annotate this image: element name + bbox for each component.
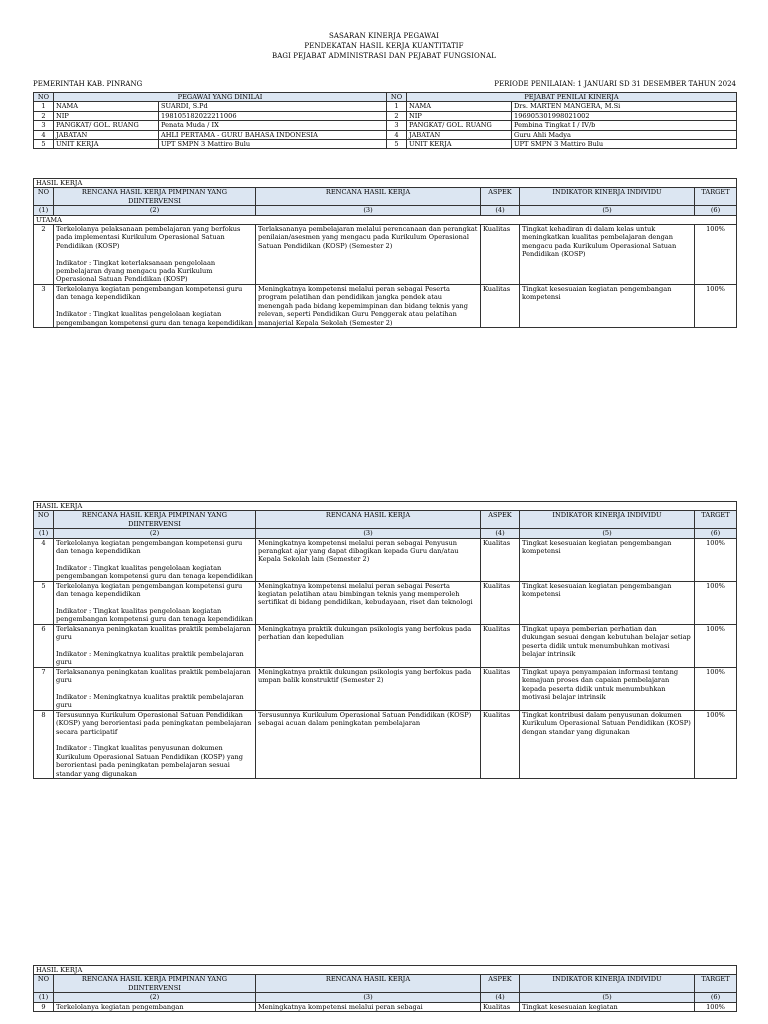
- aspek-header: ASPEK: [481, 511, 520, 529]
- column-number: (3): [256, 529, 481, 538]
- indikator-cell: Tingkat kesesuaian kegiatan pengembangan kompetensi: [520, 581, 695, 624]
- indikator-cell: Tingkat upaya penyampaian informasi tentang kemajuan proses dan capaian pembelajaran kepada peserta didik untuk menumbuhkan motivasi belajar intrinsik: [520, 667, 695, 710]
- pegawai-row: [34, 130, 737, 139]
- row-number: 1: [34, 102, 54, 111]
- column-number: (5): [520, 206, 695, 215]
- column-number: (1): [34, 529, 54, 538]
- no-header: NO: [34, 93, 54, 102]
- indikator-cell: Tingkat upaya pemberian perhatian dan dukungan sesuai dengan kebutuhan belajar setiap peserta didik untuk menumbuhkan motivasi belajar intrinsik: [520, 624, 695, 667]
- rhk-cell: Meningkatnya praktik dukungan psikologis yang berfokus pada umpan balik konstruktif (Semester 2): [256, 667, 481, 710]
- hasil-kerja-body: [34, 538, 737, 778]
- row-number: 7: [34, 667, 54, 710]
- indikator-cell: Tingkat kesesuaian kegiatan: [520, 1002, 695, 1011]
- field-label: PANGKAT/ GOL. RUANG: [407, 121, 512, 130]
- pegawai-row: [34, 140, 737, 149]
- no-header: NO: [34, 511, 54, 529]
- indikator-header: INDIKATOR KINERJA INDIVIDU: [520, 511, 695, 529]
- field-label: PANGKAT/ GOL. RUANG: [54, 121, 159, 130]
- column-number: (4): [481, 206, 520, 215]
- target-cell: 100%: [695, 581, 737, 624]
- table-row: [34, 667, 737, 710]
- table-row: [34, 284, 737, 327]
- indikator-cell: Tingkat kehadiran di dalam kelas untuk meningkatkan kualitas pembelajaran dengan mengacu pada Kurikulum Operasional Satuan Pendidikan (KOSP): [520, 225, 695, 285]
- hasil-kerja-body: [34, 225, 737, 328]
- penilai-value: 196905301998021002: [512, 111, 737, 120]
- rhk-header: RENCANA HASIL KERJA: [256, 511, 481, 529]
- rhk-cell: Meningkatnya kompetensi melalui peran sebagai Peserta kegiatan pelatihan atau bimbingan teknis yang memperoleh sertifikat di bidang pendidikan, kebudayaan, riset dan teknologi: [256, 581, 481, 624]
- row-number: 3: [34, 284, 54, 327]
- rhk-header: RENCANA HASIL KERJA: [256, 975, 481, 993]
- column-number: (3): [256, 993, 481, 1002]
- indikator-cell: Tingkat kontribusi dalam penyusunan dokumen Kurikulum Operasional Satuan Pendidikan (KOSP) dengan standar yang digunakan: [520, 710, 695, 778]
- rhk-pimpinan-header: RENCANA HASIL KERJA PIMPINAN YANG DIINTERVENSI: [54, 511, 256, 529]
- column-header-row: [34, 188, 737, 206]
- row-number: 5: [387, 140, 407, 149]
- hasil-kerja-body: [34, 1002, 737, 1011]
- indikator-header: INDIKATOR KINERJA INDIVIDU: [520, 188, 695, 206]
- rhk-pimpinan-cell: Tersusunnya Kurikulum Operasional Satuan Pendidikan (KOSP) yang berorientasi pada peningkatan pembelajaran secara participatif Indikator : Tingkat kualitas penyusunan dokumen Kurikulum Operasional Satuan Pendidikan (KOSP) yang berorientasi pada peningkatan pembelajaran sesuai standar yang digunakan: [54, 710, 256, 778]
- pegawai-value: Penata Muda / IX: [159, 121, 387, 130]
- table-row: [34, 225, 737, 285]
- column-number: (3): [256, 206, 481, 215]
- aspek-cell: Kualitas: [481, 710, 520, 778]
- column-number-row: [34, 206, 737, 215]
- indikator-header: INDIKATOR KINERJA INDIVIDU: [520, 975, 695, 993]
- section-row: [34, 179, 737, 188]
- field-label: NIP: [54, 111, 159, 120]
- column-number: (6): [695, 206, 737, 215]
- table-row: [34, 1002, 737, 1011]
- row-number: 4: [34, 538, 54, 581]
- row-number: 2: [387, 111, 407, 120]
- field-label: UNIT KERJA: [407, 140, 512, 149]
- target-cell: 100%: [695, 225, 737, 285]
- row-number: 8: [34, 710, 54, 778]
- indikator-cell: Tingkat kesesuaian kegiatan pengembangan kompetensi: [520, 538, 695, 581]
- hasil-kerja-header: [34, 502, 737, 539]
- column-header-row: [34, 511, 737, 529]
- rhk-cell: Meningkatnya kompetensi melalui peran sebagai: [256, 1002, 481, 1011]
- pegawai-header-row: [34, 93, 737, 102]
- pegawai-value: SUARDI, S.Pd: [159, 102, 387, 111]
- hasil-kerja-header: [34, 179, 737, 225]
- rhk-pimpinan-cell: Terkelolanya kegiatan pengembangan kompetensi guru dan tenaga kependidikan Indikator : Tingkat kualitas pengelolaan kegiatan pengembangan kompetensi guru dan tenaga kependidikan: [54, 538, 256, 581]
- meta-row: [33, 80, 736, 89]
- pegawai-row: [34, 102, 737, 111]
- pegawai-dinilai-header: PEGAWAI YANG DINILAI: [54, 93, 387, 102]
- aspek-cell: Kualitas: [481, 581, 520, 624]
- indikator-cell: Tingkat kesesuaian kegiatan pengembangan kompetensi: [520, 284, 695, 327]
- target-cell: 100%: [695, 624, 737, 667]
- section-row: [34, 502, 737, 511]
- hasil-kerja-header: [34, 966, 737, 1003]
- pegawai-row: [34, 121, 737, 130]
- aspek-cell: Kualitas: [481, 225, 520, 285]
- table-row: [34, 581, 737, 624]
- hasil-kerja-table-3: [33, 965, 737, 1012]
- utama-label: UTAMA: [34, 215, 737, 224]
- rhk-pimpinan-header: RENCANA HASIL KERJA PIMPINAN YANG DIINTERVENSI: [54, 975, 256, 993]
- rhk-pimpinan-cell: Terkelolanya kegiatan pengembangan: [54, 1002, 256, 1011]
- target-cell: 100%: [695, 538, 737, 581]
- penilai-value: Guru Ahli Madya: [512, 130, 737, 139]
- column-number: (1): [34, 993, 54, 1002]
- pegawai-value: 198105182022211006: [159, 111, 387, 120]
- aspek-cell: Kualitas: [481, 667, 520, 710]
- column-number-row: [34, 993, 737, 1002]
- column-number-row: [34, 529, 737, 538]
- rhk-pimpinan-cell: Terlaksananya peningkatan kualitas praktik pembelajaran guru Indikator : Meningkatnya kualitas praktik pembelajaran guru: [54, 624, 256, 667]
- no-header: NO: [387, 93, 407, 102]
- row-number: 1: [387, 102, 407, 111]
- pegawai-row: [34, 111, 737, 120]
- target-cell: 100%: [695, 667, 737, 710]
- target-header: TARGET: [695, 188, 737, 206]
- column-number: (6): [695, 529, 737, 538]
- column-number: (2): [54, 993, 256, 1002]
- row-number: 2: [34, 225, 54, 285]
- pegawai-value: AHLI PERTAMA - GURU BAHASA INDONESIA: [159, 130, 387, 139]
- hasil-kerja-table-1: [33, 178, 737, 328]
- column-number: (1): [34, 206, 54, 215]
- periode-label: PERIODE PENILAIAN: 1 JANUARI SD 31 DESEMBER TAHUN 2024: [494, 80, 736, 88]
- field-label: NAMA: [407, 102, 512, 111]
- target-cell: 100%: [695, 1002, 737, 1011]
- field-label: JABATAN: [407, 130, 512, 139]
- column-header-row: [34, 975, 737, 993]
- table-row: [34, 538, 737, 581]
- rhk-pimpinan-cell: Terlaksananya peningkatan kualitas praktik pembelajaran guru Indikator : Meningkatnya kualitas praktik pembelajaran guru: [54, 667, 256, 710]
- penilai-value: UPT SMPN 3 Mattiro Bulu: [512, 140, 737, 149]
- section-row: [34, 966, 737, 975]
- rhk-pimpinan-cell: Terkelolanya kegiatan pengembangan kompetensi guru dan tenaga kependidikan Indikator : Tingkat kualitas pengelolaan kegiatan pengembangan kompetensi guru dan tenaga kependidikan: [54, 284, 256, 327]
- field-label: UNIT KERJA: [54, 140, 159, 149]
- rhk-cell: Meningkatnya kompetensi melalui peran sebagai Penyusun perangkat ajar yang dapat dibagikan kepada Guru dan/atau Kepala Sekolah lain (Semester 2): [256, 538, 481, 581]
- rhk-pimpinan-cell: Terkelolanya pelaksanaan pembelajaran yang berfokus pada implementasi Kurikulum Operasional Satuan Pendidikan (KOSP) Indikator : Tingkat keterlaksanaan pengelolaan pembelajaran dyang mengacu pada Kurikulum Operasional Satuan Pendidikan (KOSP): [54, 225, 256, 285]
- pegawai-value: UPT SMPN 3 Mattiro Bulu: [159, 140, 387, 149]
- aspek-cell: Kualitas: [481, 284, 520, 327]
- no-header: NO: [34, 975, 54, 993]
- row-number: 5: [34, 581, 54, 624]
- title-line-1: SASARAN KINERJA PEGAWAI: [328, 32, 440, 40]
- row-number: 4: [34, 130, 54, 139]
- pejabat-penilai-header: PEJABAT PENILAI KINERJA: [407, 93, 737, 102]
- aspek-header: ASPEK: [481, 975, 520, 993]
- rhk-pimpinan-header: RENCANA HASIL KERJA PIMPINAN YANG DIINTERVENSI: [54, 188, 256, 206]
- target-cell: 100%: [695, 710, 737, 778]
- rhk-cell: Meningkatnya kompetensi melalui peran sebagai Peserta program pelatihan dan pendidikan jangka pendek atau menengah pada bidang kepemimpinan dan bidang teknis yang relevan, seperti Pendidikan Guru Penggerak atau pelatihan manajerial Kepala Sekolah (Semester 2): [256, 284, 481, 327]
- field-label: JABATAN: [54, 130, 159, 139]
- utama-row: [34, 215, 737, 224]
- rhk-header: RENCANA HASIL KERJA: [256, 188, 481, 206]
- row-number: 6: [34, 624, 54, 667]
- target-header: TARGET: [695, 975, 737, 993]
- column-number: (4): [481, 529, 520, 538]
- section-title: HASIL KERJA: [34, 966, 737, 975]
- penilai-value: Pembina Tingkat I / IV/b: [512, 121, 737, 130]
- column-number: (4): [481, 993, 520, 1002]
- table-row: [34, 710, 737, 778]
- section-title: HASIL KERJA: [34, 179, 737, 188]
- hasil-kerja-table-2: [33, 501, 737, 779]
- row-number: 2: [34, 111, 54, 120]
- pegawai-body: [34, 102, 737, 149]
- pegawai-table: [33, 92, 737, 149]
- instansi-label: PEMERINTAH KAB. PINRANG: [33, 80, 143, 88]
- field-label: NIP: [407, 111, 512, 120]
- field-label: NAMA: [54, 102, 159, 111]
- rhk-cell: Tersusunnya Kurikulum Operasional Satuan Pendidikan (KOSP) sebagai acuan dalam peningkatan pembelajaran: [256, 710, 481, 778]
- penilai-value: Drs. MARTEN MANGERA, M.Si: [512, 102, 737, 111]
- column-number: (5): [520, 529, 695, 538]
- no-header: NO: [34, 188, 54, 206]
- rhk-cell: Terlaksananya pembelajaran melalui perencanaan dan perangkat penilaian/asesmen yang mengacu pada Kurikulum Operasional Satuan Pendidikan (KOSP) (Semester 2): [256, 225, 481, 285]
- column-number: (5): [520, 993, 695, 1002]
- table-row: [34, 624, 737, 667]
- rhk-cell: Meningkatnya praktik dukungan psikologis yang berfokus pada perhatian dan kepedulian: [256, 624, 481, 667]
- column-number: (2): [54, 529, 256, 538]
- rhk-pimpinan-cell: Terkelolanya kegiatan pengembangan kompetensi guru dan tenaga kependidikan Indikator : Tingkat kualitas pengelolaan kegiatan pengembangan kompetensi guru dan tenaga kependidikan: [54, 581, 256, 624]
- target-header: TARGET: [695, 511, 737, 529]
- column-number: (2): [54, 206, 256, 215]
- aspek-cell: Kualitas: [481, 1002, 520, 1011]
- aspek-header: ASPEK: [481, 188, 520, 206]
- target-cell: 100%: [695, 284, 737, 327]
- row-number: 3: [34, 121, 54, 130]
- aspek-cell: Kualitas: [481, 538, 520, 581]
- document-title-block: [0, 31, 768, 61]
- title-line-2: PENDEKATAN HASIL KERJA KUANTITATIF: [304, 42, 464, 50]
- row-number: 3: [387, 121, 407, 130]
- title-line-3: BAGI PEJABAT ADMINISTRASI DAN PEJABAT FUNGSIONAL: [271, 52, 497, 60]
- column-number: (6): [695, 993, 737, 1002]
- row-number: 5: [34, 140, 54, 149]
- row-number: 4: [387, 130, 407, 139]
- row-number: 9: [34, 1002, 54, 1011]
- aspek-cell: Kualitas: [481, 624, 520, 667]
- section-title: HASIL KERJA: [34, 502, 737, 511]
